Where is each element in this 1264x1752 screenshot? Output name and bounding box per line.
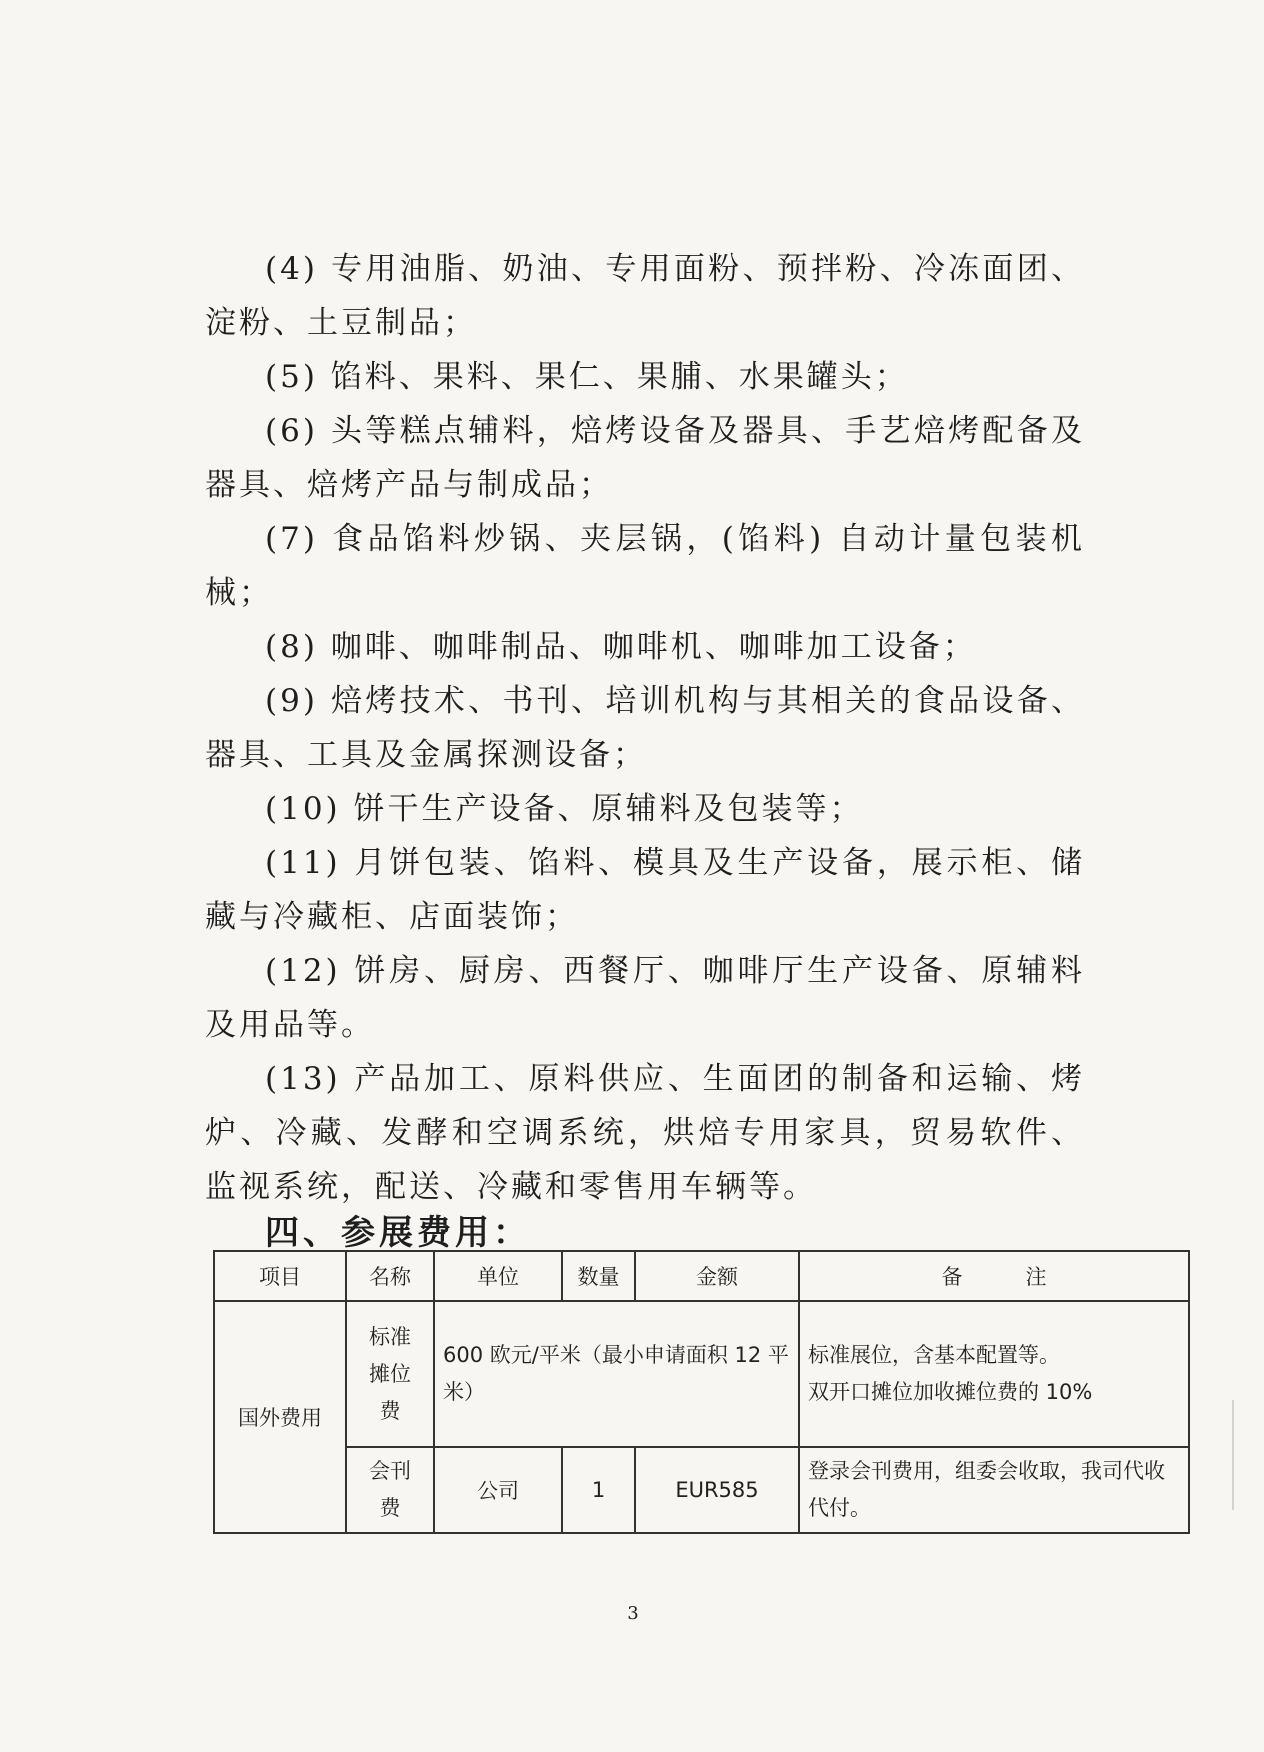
list-item: (13) 产品加工、原料供应、生面团的制备和运输、烤炉、冷藏、发酵和空调系统，烘焙专用家具，贸易软件、监视系统，配送、冷藏和零售用车辆等。	[205, 1061, 1085, 1205]
cell-name	[346, 1447, 434, 1533]
list-item: (8) 咖啡、咖啡制品、咖啡机、咖啡加工设备；	[265, 629, 977, 665]
header-name: 名称	[346, 1251, 434, 1301]
header-remarks: 备 注	[799, 1251, 1189, 1301]
section-title: 四、参展费用：	[265, 1213, 531, 1253]
cell-name-line: 费	[379, 1398, 401, 1423]
cell-category: 国外费用	[214, 1301, 346, 1533]
list-item: (10) 饼干生产设备、原辅料及包装等；	[265, 791, 864, 827]
cell-name-line: 标准	[369, 1324, 411, 1349]
cell-remarks-line: 标准展位，含基本配置等。	[808, 1343, 1060, 1367]
list-item: (9) 焙烤技术、书刊、培训机构与其相关的食品设备、器具、工具及金属探测设备；	[205, 683, 1085, 773]
table-header-row	[214, 1251, 1189, 1301]
scan-edge-mark	[1232, 1400, 1234, 1510]
list-item: (11) 月饼包装、馅料、模具及生产设备，展示柜、储藏与冷藏柜、店面装饰；	[205, 845, 1085, 935]
list-item: (7) 食品馅料炒锅、夹层锅，(馅料) 自动计量包装机械；	[205, 521, 1085, 611]
header-unit: 单位	[434, 1251, 562, 1301]
table-row	[214, 1447, 1189, 1533]
header-amount: 金额	[635, 1251, 799, 1301]
cell-unit: 公司	[434, 1447, 562, 1533]
product-category-list	[205, 242, 1085, 1214]
cell-remarks: 登录会刊费用，组委会收取，我司代收代付。	[799, 1447, 1189, 1533]
cell-remarks-line: 双开口摊位加收摊位费的 10%	[808, 1380, 1093, 1404]
table-row	[214, 1301, 1189, 1447]
header-project: 项目	[214, 1251, 346, 1301]
list-item: (6) 头等糕点辅料，焙烤设备及器具、手艺焙烤配备及器具、焙烤产品与制成品；	[205, 413, 1085, 503]
cell-unit-amount: 600 欧元/平米（最小申请面积 12 平米）	[434, 1301, 799, 1447]
cell-quantity: 1	[562, 1447, 635, 1533]
list-item: (4) 专用油脂、奶油、专用面粉、预拌粉、冷冻面团、淀粉、土豆制品；	[205, 251, 1085, 341]
cell-name	[346, 1301, 434, 1447]
cell-amount: EUR585	[635, 1447, 799, 1533]
page-number: 3	[627, 1603, 639, 1624]
cell-remarks	[799, 1301, 1189, 1447]
header-quantity: 数量	[562, 1251, 635, 1301]
list-item: (12) 饼房、厨房、西餐厅、咖啡厅生产设备、原辅料及用品等。	[205, 953, 1085, 1043]
cell-name-line: 会刊	[369, 1459, 411, 1483]
fee-table	[213, 1250, 1190, 1534]
cell-name-line: 摊位	[369, 1361, 411, 1386]
cell-name-line: 费	[379, 1496, 401, 1520]
list-item: (5) 馅料、果料、果仁、果脯、水果罐头；	[265, 359, 909, 395]
